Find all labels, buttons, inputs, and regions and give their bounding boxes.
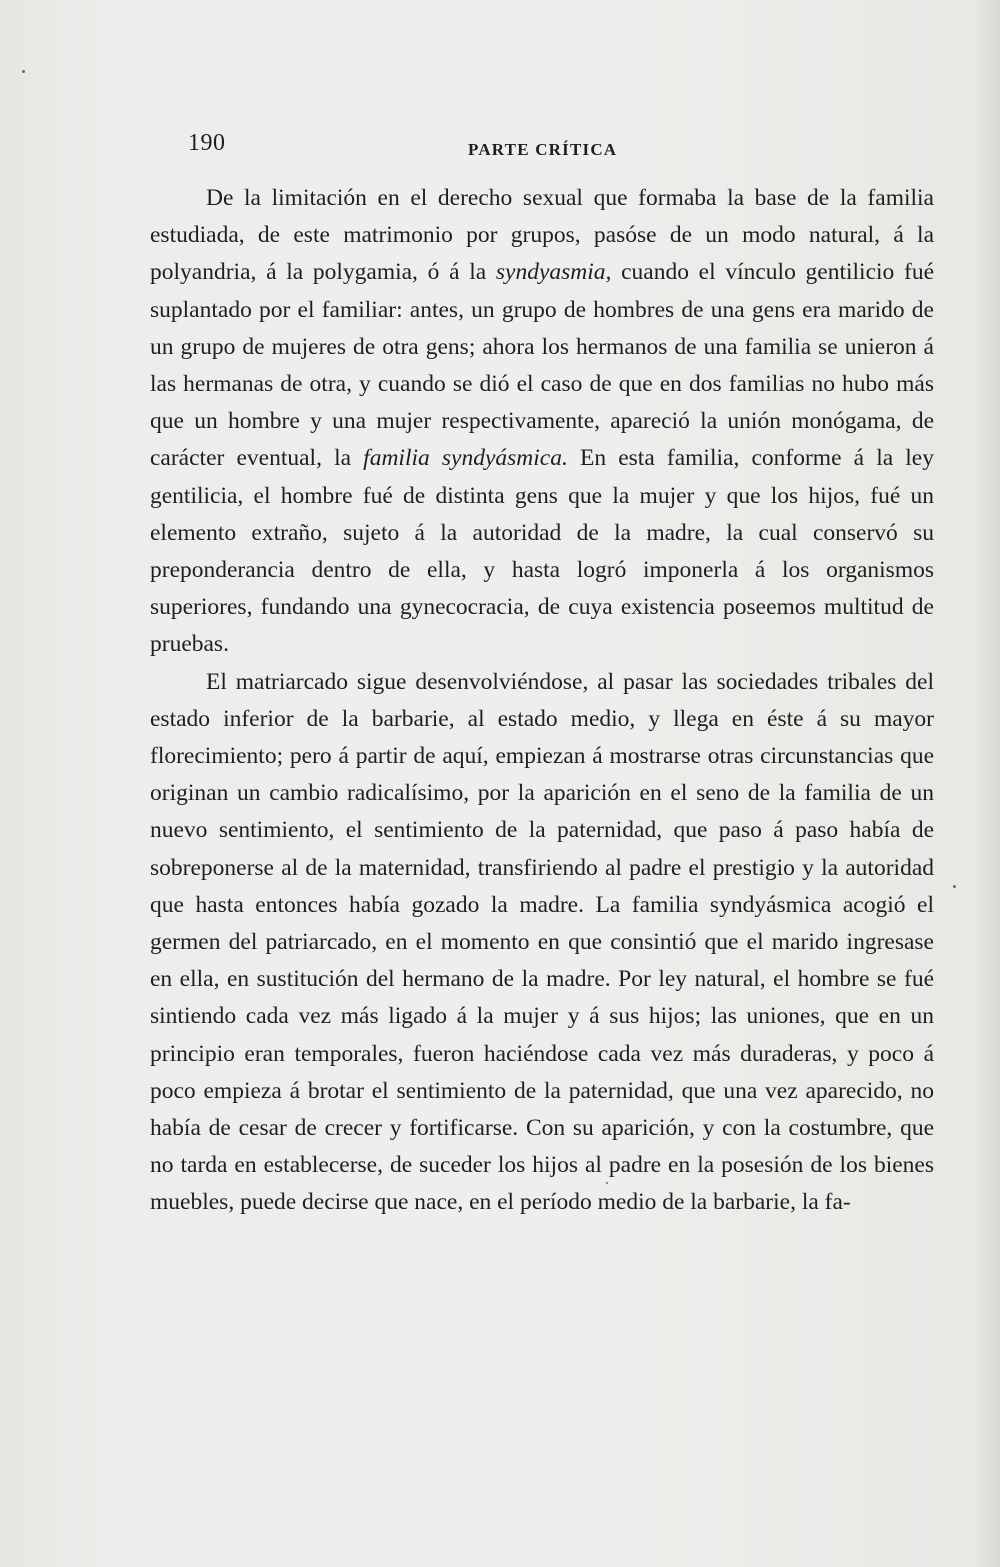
paper-speck — [953, 885, 956, 888]
paper-speck — [22, 70, 25, 73]
italic-term-syndyasmia: syndyasmia, — [495, 259, 612, 286]
italic-term-familia-syndyasmica: familia syndyásmica. — [363, 445, 568, 472]
paper-speck — [606, 1182, 608, 1184]
paragraph-1-part-1: De la limitación en el derecho sexual que formaba la base de la familia estudiada, de este matrimonio por grupos, pasóse de un modo natural, á la polyandria, á la polygamia, ó á la — [150, 185, 934, 286]
paragraph-1 — [150, 180, 934, 664]
paragraph-2: El matriarcado sigue desenvolviéndose, al pasar las sociedades tribales del estado inferior de la barbarie, al estado medio, y llega en éste á su mayor florecimiento; pero á partir de aquí, empiezan á mostrarse otras circunstancias que originan un cambio radicalísimo, por la aparición en el seno de la familia de un nuevo sentimiento, el sentimiento de la paternidad, que paso á paso había de sobreponerse al de la maternidad, transfiriendo al padre el prestigio y la autoridad que hasta entonces había gozado la madre. La familia syndyásmica acogió el germen del patriarcado, en el momento en que consintió que el marido ingresase en ella, en sustitución del hermano de la madre. Por ley natural, el hombre se fué sintiendo cada vez más ligado á la mujer y á sus hijos; las uniones, que en un principio eran temporales, fueron haciéndose cada vez más duraderas, y poco á poco empieza á brotar el sentimiento de la paternidad, que una vez aparecido, no había de cesar de crecer y fortificarse. Con su aparición, y con la costumbre, que no tarda en establecerse, de suceder los hijos al padre en la posesión de los bienes muebles, puede decirse que nace, en el período medio de la barbarie, la fa- — [150, 668, 934, 1216]
running-title: PARTE CRÍTICA — [468, 140, 618, 159]
body-text — [150, 180, 934, 1222]
page-number: 190 — [188, 130, 226, 156]
page-edge-shadow — [974, 0, 1000, 1567]
paragraph-1-part-2: cuando el vínculo gentilicio fué suplantado por el familiar: antes, un grupo de hombres de una gens era marido de un grupo de mujeres de otra gens; ahora los hermanos de una familia se unieron á las hermanas de otra, y cuando se dió el caso de que en dos familias no hubo más que un hombre y una mujer respectivamente, apareció la unión monógama, de carácter eventual, la — [150, 259, 934, 472]
paragraph-1-part-3: En esta familia, conforme á la ley gentilicia, el hombre fué de distinta gens que la mujer y que los hijos, fué un elemento extraño, sujeto á la autoridad de la madre, la cual conservó su preponderancia dentro de ella, y hasta logró imponerla á los organismos superiores, fundando una gynecocracia, de cuya existencia poseemos multitud de pruebas. — [150, 445, 934, 658]
